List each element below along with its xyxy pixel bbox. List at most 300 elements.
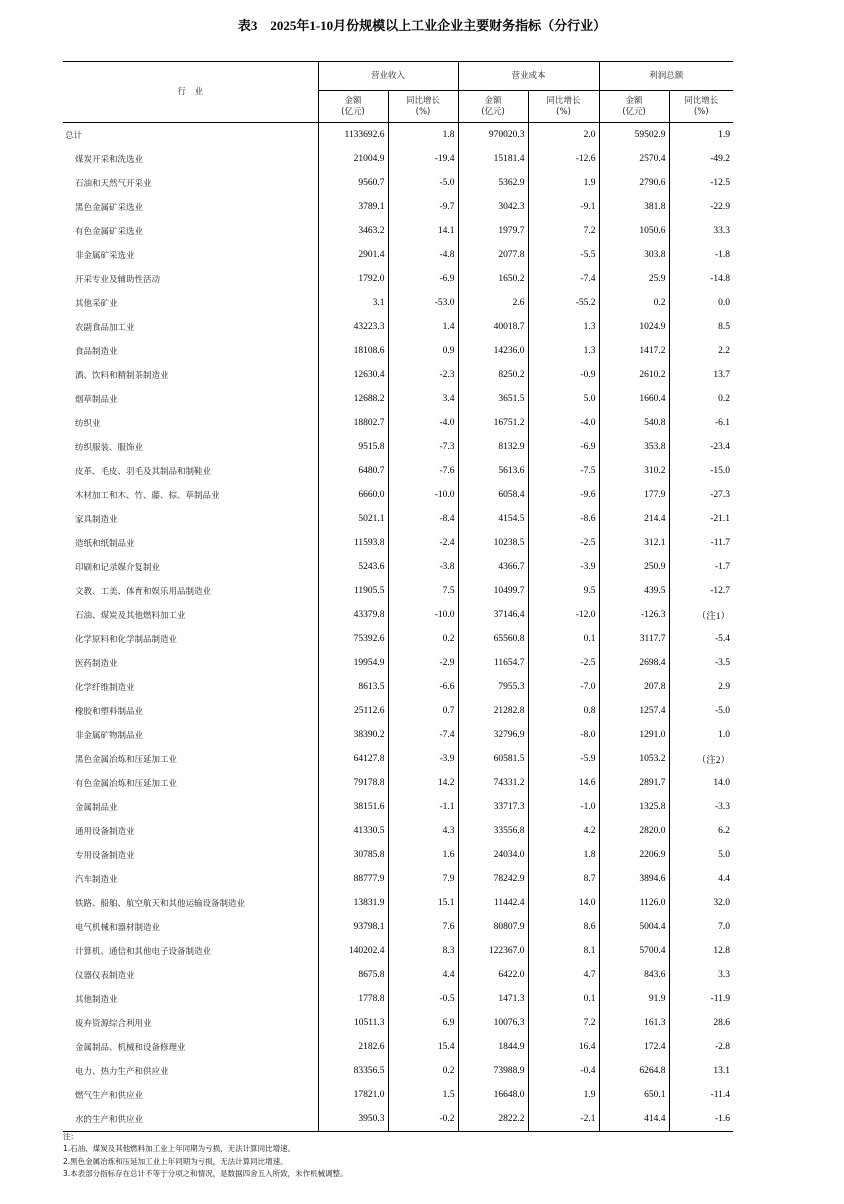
profit-amount: 2891.7: [599, 771, 669, 795]
table-row: [63, 603, 733, 627]
cost-amount: 8250.2: [458, 363, 528, 387]
cost-amount: 73988.9: [458, 1059, 528, 1083]
industry-name: 汽车制造业: [75, 875, 118, 885]
revenue-amount: 75392.6: [318, 627, 388, 651]
cost-growth: -9.6: [528, 483, 599, 507]
revenue-amount: 12688.2: [318, 387, 388, 411]
profit-growth: 0.0: [669, 291, 733, 315]
industry-name: 通用设备制造业: [75, 827, 135, 837]
cost-growth: 1.8: [528, 843, 599, 867]
profit-amount: 2698.4: [599, 651, 669, 675]
profit-amount: 1325.8: [599, 795, 669, 819]
table-row: [63, 219, 733, 243]
revenue-growth: -9.7: [388, 195, 458, 219]
profit-growth: -6.1: [669, 411, 733, 435]
table-row: [63, 867, 733, 891]
profit-amount: 1126.0: [599, 891, 669, 915]
profit-growth: 28.6: [669, 1011, 733, 1035]
table-row: [63, 507, 733, 531]
profit-growth: -12.5: [669, 171, 733, 195]
cost-amount: 6422.0: [458, 963, 528, 987]
cost-growth: 14.6: [528, 771, 599, 795]
revenue-growth: 1.5: [388, 1083, 458, 1107]
revenue-amount: 8613.5: [318, 675, 388, 699]
revenue-amount: 6660.0: [318, 483, 388, 507]
profit-amount: 172.4: [599, 1035, 669, 1059]
profit-amount: 0.2: [599, 291, 669, 315]
revenue-amount: 18108.6: [318, 339, 388, 363]
revenue-growth: -4.0: [388, 411, 458, 435]
revenue-amount: 10511.3: [318, 1011, 388, 1035]
cost-amount: 10076.3: [458, 1011, 528, 1035]
profit-growth: 5.0: [669, 843, 733, 867]
profit-header: 利润总额: [599, 62, 733, 91]
revenue-growth: 7.6: [388, 915, 458, 939]
industry-name: 电力、热力生产和供应业: [75, 1067, 169, 1077]
revenue-growth: 15.4: [388, 1035, 458, 1059]
revenue-growth: -3.9: [388, 747, 458, 771]
profit-growth: 4.4: [669, 867, 733, 891]
revenue-growth: -19.4: [388, 147, 458, 171]
cost-amount: 33556.8: [458, 819, 528, 843]
table-row: [63, 267, 733, 291]
cost-amount: 4366.7: [458, 555, 528, 579]
profit-amount: 303.8: [599, 243, 669, 267]
table-row: [63, 915, 733, 939]
header-label: 同比增长: [684, 95, 719, 106]
table-row: [63, 795, 733, 819]
revenue-growth: 4.3: [388, 819, 458, 843]
industry-name: 其他采矿业: [75, 299, 118, 309]
revenue-growth: -7.3: [388, 435, 458, 459]
table-row: [63, 963, 733, 987]
cost-amount: 1979.7: [458, 219, 528, 243]
cost-growth: 1.3: [528, 315, 599, 339]
profit-amount: 2610.2: [599, 363, 669, 387]
industry-name: 烟草制品业: [75, 395, 118, 405]
revenue-amount: 38390.2: [318, 723, 388, 747]
cost-amount: 5362.9: [458, 171, 528, 195]
cost-growth: 4.2: [528, 819, 599, 843]
revenue-amount: 2901.4: [318, 243, 388, 267]
cost-growth: -6.9: [528, 435, 599, 459]
profit-amount: 1257.4: [599, 699, 669, 723]
table-row: [63, 651, 733, 675]
table-row: [63, 579, 733, 603]
table-row: [63, 435, 733, 459]
cost-amount: 14236.0: [458, 339, 528, 363]
cost-amount: 10499.7: [458, 579, 528, 603]
cost-header: 营业成本: [458, 62, 599, 91]
header-label: 金额: [625, 95, 643, 106]
header-label: 金额: [344, 95, 362, 106]
profit-amount: 3117.7: [599, 627, 669, 651]
profit-amount: 2820.0: [599, 819, 669, 843]
profit-growth: 33.3: [669, 219, 733, 243]
header-label: 同比增长: [406, 95, 441, 106]
revenue-growth: -2.4: [388, 531, 458, 555]
revenue-growth: 0.2: [388, 1059, 458, 1083]
profit-growth: -1.8: [669, 243, 733, 267]
revenue-growth: -7.6: [388, 459, 458, 483]
revenue-amount: 13831.9: [318, 891, 388, 915]
profit-growth: 2.2: [669, 339, 733, 363]
header-label: 同比增长: [546, 95, 581, 106]
footnotes: [63, 1131, 348, 1180]
revenue-amount: 9560.7: [318, 171, 388, 195]
profit-amount: 1417.2: [599, 339, 669, 363]
table-title: 表3 2025年1-10月份规模以上工业企业主要财务指标（分行业）: [237, 18, 607, 33]
industry-name: 总计: [65, 131, 83, 141]
industry-name: 造纸和纸制品业: [75, 539, 135, 549]
cost-amount: 5613.6: [458, 459, 528, 483]
profit-amount: 439.5: [599, 579, 669, 603]
revenue-growth: -10.0: [388, 603, 458, 627]
profit-growth: 3.3: [669, 963, 733, 987]
industry-name: 黑色金属矿采选业: [75, 203, 144, 213]
cost-growth: -2.5: [528, 531, 599, 555]
industry-name: 仪器仪表制造业: [75, 971, 135, 981]
cost-growth: 1.9: [528, 171, 599, 195]
cost-growth-header: [528, 91, 599, 123]
profit-growth: -11.4: [669, 1083, 733, 1107]
profit-amount: 59502.9: [599, 123, 669, 148]
cost-amount: 2822.2: [458, 1107, 528, 1132]
cost-amount: 2077.8: [458, 243, 528, 267]
profit-growth: -27.3: [669, 483, 733, 507]
industry-name: 黑色金属冶炼和压延加工业: [75, 755, 178, 765]
profit-amount: 207.8: [599, 675, 669, 699]
revenue-amount: 3463.2: [318, 219, 388, 243]
cost-growth: 1.3: [528, 339, 599, 363]
profit-amount: 3894.6: [599, 867, 669, 891]
revenue-amount: 11905.5: [318, 579, 388, 603]
cost-growth: -8.6: [528, 507, 599, 531]
profit-growth: （注2）: [669, 747, 733, 771]
revenue-amount: 11593.8: [318, 531, 388, 555]
cost-amount: 3042.3: [458, 195, 528, 219]
cost-growth: -12.6: [528, 147, 599, 171]
cost-amount: 15181.4: [458, 147, 528, 171]
profit-growth: -21.1: [669, 507, 733, 531]
profit-growth: -11.9: [669, 987, 733, 1011]
profit-amount: 161.3: [599, 1011, 669, 1035]
revenue-amount: 19954.9: [318, 651, 388, 675]
table-row: [63, 531, 733, 555]
profit-amount: 312.1: [599, 531, 669, 555]
profit-growth: -1.6: [669, 1107, 733, 1132]
revenue-growth-header: [388, 91, 458, 123]
revenue-amount: 79178.8: [318, 771, 388, 795]
industry-name: 非金属矿物制品业: [75, 731, 144, 741]
revenue-growth: -4.8: [388, 243, 458, 267]
revenue-growth: 1.4: [388, 315, 458, 339]
revenue-growth: 14.2: [388, 771, 458, 795]
industry-name: 有色金属矿采选业: [75, 227, 144, 237]
table-row: [63, 483, 733, 507]
industry-name: 化学原料和化学制品制造业: [75, 635, 178, 645]
header-unit: (%): [556, 106, 571, 117]
table-row: [63, 291, 733, 315]
header-unit: (亿元): [481, 106, 505, 117]
table-row: [63, 555, 733, 579]
cost-amount: 122367.0: [458, 939, 528, 963]
profit-amount: 1053.2: [599, 747, 669, 771]
revenue-amount: 9515.8: [318, 435, 388, 459]
table-row: [63, 987, 733, 1011]
cost-amount-header: [458, 91, 528, 123]
total-row: [63, 123, 733, 148]
profit-growth: 13.1: [669, 1059, 733, 1083]
table-row: [63, 1107, 733, 1132]
revenue-growth: 14.1: [388, 219, 458, 243]
table-row: [63, 1011, 733, 1035]
revenue-growth: -6.6: [388, 675, 458, 699]
header-unit: (%): [693, 106, 709, 117]
profit-growth: -5.4: [669, 627, 733, 651]
table-row: [63, 675, 733, 699]
table-row: [63, 747, 733, 771]
cost-growth: 7.2: [528, 1011, 599, 1035]
table-row: [63, 771, 733, 795]
cost-amount: 10238.5: [458, 531, 528, 555]
revenue-amount: 6480.7: [318, 459, 388, 483]
cost-growth: -7.5: [528, 459, 599, 483]
cost-growth: -12.0: [528, 603, 599, 627]
cost-growth: -5.5: [528, 243, 599, 267]
profit-growth: 14.0: [669, 771, 733, 795]
table-row: [63, 699, 733, 723]
profit-amount: 310.2: [599, 459, 669, 483]
header-label: 金额: [484, 95, 502, 106]
profit-amount: 1291.0: [599, 723, 669, 747]
cost-amount: 970020.3: [458, 123, 528, 148]
industry-header: 行 业: [63, 62, 318, 123]
cost-growth: -8.0: [528, 723, 599, 747]
revenue-amount: 43379.8: [318, 603, 388, 627]
profit-amount: 414.4: [599, 1107, 669, 1132]
cost-amount: 1844.9: [458, 1035, 528, 1059]
profit-growth-header: [669, 91, 733, 123]
revenue-growth: 7.5: [388, 579, 458, 603]
table-row: [63, 1035, 733, 1059]
cost-growth: -2.5: [528, 651, 599, 675]
profit-growth: -49.2: [669, 147, 733, 171]
cost-growth: -55.2: [528, 291, 599, 315]
revenue-amount: 25112.6: [318, 699, 388, 723]
profit-growth: 1.0: [669, 723, 733, 747]
revenue-amount: 1133692.6: [318, 123, 388, 148]
revenue-growth: 1.6: [388, 843, 458, 867]
cost-amount: 1650.2: [458, 267, 528, 291]
profit-growth: -22.9: [669, 195, 733, 219]
profit-growth: -3.5: [669, 651, 733, 675]
revenue-amount: 2182.6: [318, 1035, 388, 1059]
cost-amount: 80807.9: [458, 915, 528, 939]
cost-amount: 74331.2: [458, 771, 528, 795]
profit-growth: （注1）: [669, 603, 733, 627]
industry-name: 石油和天然气开采业: [75, 179, 152, 189]
revenue-amount: 3.1: [318, 291, 388, 315]
table-row: [63, 147, 733, 171]
revenue-amount: 3950.3: [318, 1107, 388, 1132]
cost-growth: 16.4: [528, 1035, 599, 1059]
industry-name: 金属制品业: [75, 803, 118, 813]
industry-name: 农副食品加工业: [75, 323, 135, 333]
cost-growth: 14.0: [528, 891, 599, 915]
cost-growth: 7.2: [528, 219, 599, 243]
industry-name: 废弃资源综合利用业: [75, 1019, 152, 1029]
profit-growth: -12.7: [669, 579, 733, 603]
profit-growth: 2.9: [669, 675, 733, 699]
profit-growth: 1.9: [669, 123, 733, 148]
revenue-amount: 5021.1: [318, 507, 388, 531]
profit-growth: 7.0: [669, 915, 733, 939]
revenue-growth: -2.9: [388, 651, 458, 675]
industry-name: 金属制品、机械和设备修理业: [75, 1043, 186, 1053]
profit-amount: 843.6: [599, 963, 669, 987]
cost-amount: 60581.5: [458, 747, 528, 771]
table-row: [63, 459, 733, 483]
profit-growth: -15.0: [669, 459, 733, 483]
industry-name: 有色金属冶炼和压延加工业: [75, 779, 178, 789]
cost-growth: -7.0: [528, 675, 599, 699]
table-row: [63, 387, 733, 411]
cost-growth: -3.9: [528, 555, 599, 579]
profit-amount: 177.9: [599, 483, 669, 507]
profit-growth: 12.8: [669, 939, 733, 963]
header-unit: (亿元): [341, 106, 365, 117]
cost-amount: 1471.3: [458, 987, 528, 1011]
profit-growth: -3.3: [669, 795, 733, 819]
profit-growth: -1.7: [669, 555, 733, 579]
industry-name: 家具制造业: [75, 515, 118, 525]
note-item: 1.石油、煤炭及其他燃料加工业上年同期为亏损，无法计算同比增速。: [63, 1144, 296, 1154]
industry-name: 铁路、船舶、航空航天和其他运输设备制造业: [75, 899, 246, 909]
cost-amount: 65560.8: [458, 627, 528, 651]
revenue-amount-header: [318, 91, 388, 123]
cost-amount: 24034.0: [458, 843, 528, 867]
industry-name: 纺织业: [75, 419, 101, 429]
profit-growth: -11.7: [669, 531, 733, 555]
revenue-growth: 1.8: [388, 123, 458, 148]
profit-growth: 13.7: [669, 363, 733, 387]
cost-amount: 16751.2: [458, 411, 528, 435]
industry-name: 电气机械和器材制造业: [75, 923, 161, 933]
industry-name: 水的生产和供应业: [63, 1107, 318, 1132]
revenue-amount: 3789.1: [318, 195, 388, 219]
revenue-growth: 0.9: [388, 339, 458, 363]
revenue-amount: 30785.8: [318, 843, 388, 867]
table-row: [63, 339, 733, 363]
cost-amount: 2.6: [458, 291, 528, 315]
table-row: [63, 1059, 733, 1083]
table-row: [63, 819, 733, 843]
cost-growth: 8.6: [528, 915, 599, 939]
profit-amount: 1024.9: [599, 315, 669, 339]
profit-amount: -126.3: [599, 603, 669, 627]
header-unit: (%): [415, 106, 431, 117]
industry-name: 食品制造业: [75, 347, 118, 357]
profit-amount: 6264.8: [599, 1059, 669, 1083]
cost-growth: -0.4: [528, 1059, 599, 1083]
revenue-growth: -0.5: [388, 987, 458, 1011]
revenue-growth: -1.1: [388, 795, 458, 819]
revenue-growth: -2.3: [388, 363, 458, 387]
profit-amount: 214.4: [599, 507, 669, 531]
table-row: [63, 195, 733, 219]
cost-amount: 37146.4: [458, 603, 528, 627]
profit-amount: 1660.4: [599, 387, 669, 411]
industry-name: 石油、煤炭及其他燃料加工业: [75, 611, 186, 621]
revenue-amount: 5243.6: [318, 555, 388, 579]
cost-growth: 1.9: [528, 1083, 599, 1107]
revenue-growth: -6.9: [388, 267, 458, 291]
cost-amount: 21282.8: [458, 699, 528, 723]
industry-name: 医药制造业: [75, 659, 118, 669]
cost-growth: -7.4: [528, 267, 599, 291]
profit-amount: 2570.4: [599, 147, 669, 171]
cost-growth: 5.0: [528, 387, 599, 411]
revenue-growth: 0.2: [388, 627, 458, 651]
note-item: 2.黑色金属冶炼和压延加工业上年同期为亏损，无法计算同比增速。: [63, 1156, 288, 1166]
industry-name: 化学纤维制造业: [75, 683, 135, 693]
revenue-amount: 140202.4: [318, 939, 388, 963]
profit-growth: 0.2: [669, 387, 733, 411]
profit-amount: 2790.6: [599, 171, 669, 195]
profit-growth: -23.4: [669, 435, 733, 459]
profit-growth: 8.5: [669, 315, 733, 339]
table-row: [63, 843, 733, 867]
table-row: [63, 723, 733, 747]
industry-name: 计算机、通信和其他电子设备制造业: [75, 947, 212, 957]
revenue-growth: -10.0: [388, 483, 458, 507]
revenue-growth: -8.4: [388, 507, 458, 531]
table-row: [63, 1083, 733, 1107]
cost-amount: 32796.9: [458, 723, 528, 747]
revenue-amount: 43223.3: [318, 315, 388, 339]
cost-amount: 33717.3: [458, 795, 528, 819]
revenue-amount: 18802.7: [318, 411, 388, 435]
industry-name: 酒、饮料和精制茶制造业: [75, 371, 169, 381]
revenue-amount: 83356.5: [318, 1059, 388, 1083]
revenue-growth: 7.9: [388, 867, 458, 891]
industry-name: 橡胶和塑料制品业: [75, 707, 144, 717]
profit-amount: 25.9: [599, 267, 669, 291]
cost-growth: 4.7: [528, 963, 599, 987]
table-row: [63, 627, 733, 651]
profit-growth: -5.0: [669, 699, 733, 723]
profit-amount: 5700.4: [599, 939, 669, 963]
profit-amount: 5004.4: [599, 915, 669, 939]
revenue-growth: 15.1: [388, 891, 458, 915]
profit-amount: 381.8: [599, 195, 669, 219]
note-item: 3.本表部分指标存在总计不等于分项之和情况，是数据四舍五入所致，未作机械调整。: [63, 1168, 348, 1178]
table-row: [63, 315, 733, 339]
revenue-growth: -5.0: [388, 171, 458, 195]
profit-amount: 353.8: [599, 435, 669, 459]
profit-amount: 2206.9: [599, 843, 669, 867]
profit-amount: 650.1: [599, 1083, 669, 1107]
profit-amount-header: [599, 91, 669, 123]
revenue-growth: -0.2: [388, 1107, 458, 1132]
cost-growth: -9.1: [528, 195, 599, 219]
table-row: [63, 171, 733, 195]
table-row: [63, 939, 733, 963]
cost-growth: 8.7: [528, 867, 599, 891]
revenue-amount: 41330.5: [318, 819, 388, 843]
cost-growth: 8.1: [528, 939, 599, 963]
